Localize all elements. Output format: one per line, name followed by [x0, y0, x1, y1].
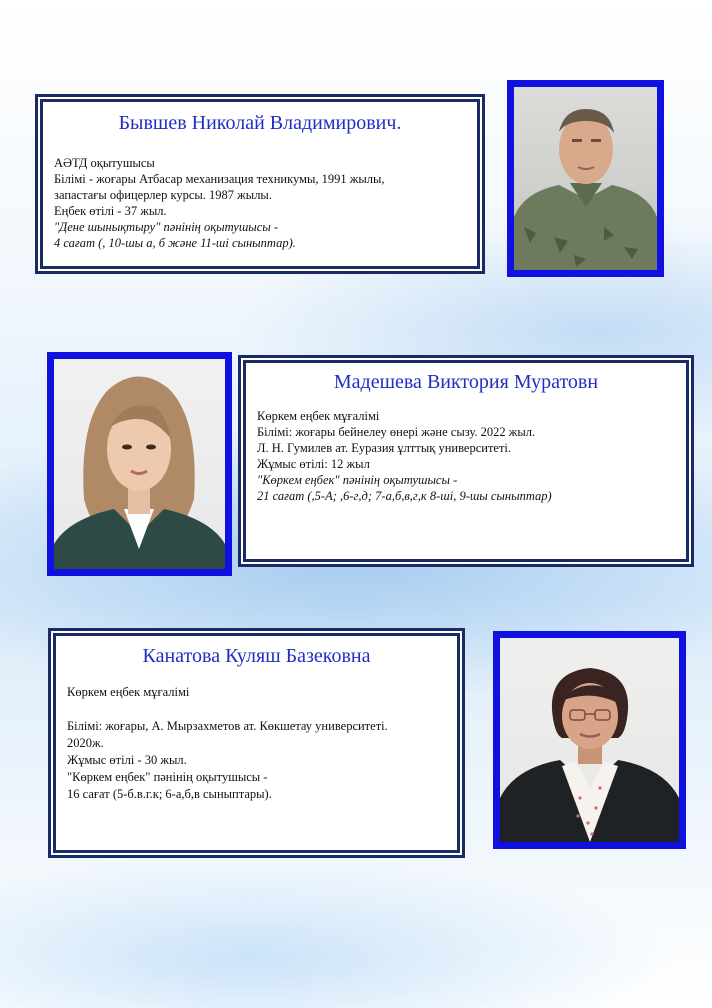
- teacher-card-1: [40, 99, 480, 269]
- info-line: [67, 701, 457, 718]
- teacher-photo-3: [493, 631, 686, 849]
- info-line: Л. Н. Гумилев ат. Еуразия ұлттық университеті.: [257, 441, 512, 455]
- info-line-italic: "Көркем еңбек" пәнінің оқытушысы -: [257, 473, 458, 487]
- teacher-name: Канатова Куляш Базековна: [142, 645, 371, 667]
- info-line: "Көркем еңбек" пәнінің оқытушысы -: [67, 770, 268, 784]
- woman-portrait-icon: [500, 638, 679, 842]
- info-line-italic: 21 сағат (,5-А; ,6-г,д; 7-а,б,в,г,к 8-ші, 9-шы сыныптар): [257, 489, 552, 503]
- teacher-card-2: [243, 360, 689, 562]
- teacher-photo-1: [507, 80, 664, 277]
- teacher-photo-2: [47, 352, 232, 576]
- info-line: Көркем еңбек мұғалімі: [67, 685, 190, 699]
- info-line: Білімі: жоғары бейнелеу өнері және сызу. 2022 жыл.: [257, 425, 536, 439]
- info-line: 2020ж.: [67, 736, 104, 750]
- info-line: Білімі: жоғары, А. Мырзахметов ат. Көкшетау университеті.: [67, 719, 388, 733]
- info-line: Жұмыс өтілі: 12 жыл: [257, 457, 370, 471]
- man-portrait-icon: [514, 87, 657, 270]
- info-line: АӘТД оқытушысы: [54, 156, 155, 170]
- info-line-italic: "Дене шынықтыру" пәнінің оқытушысы -: [54, 220, 279, 234]
- teacher-card-3: [53, 633, 460, 853]
- teacher-info: [257, 408, 686, 504]
- info-line: Еңбек өтілі - 37 жыл.: [54, 204, 167, 218]
- teacher-name: Бывшев Николай Владимирович.: [118, 112, 402, 134]
- teacher-info: [67, 684, 457, 803]
- teacher-name: Мадешева Виктория Муратовн: [333, 371, 599, 393]
- info-line: Көркем еңбек мұғалімі: [257, 409, 380, 423]
- teacher-info: [54, 155, 477, 251]
- info-line: запастағы офицерлер курсы. 1987 жылы.: [54, 188, 272, 202]
- info-line: 16 сағат (5-б.в.г.к; 6-а,б,в сыныптары).: [67, 787, 272, 801]
- info-line-italic: 4 сағат (, 10-шы а, б және 11-ші сыныптар).: [54, 236, 296, 250]
- woman-portrait-icon: [54, 359, 225, 569]
- info-line: Білімі - жоғары Атбасар механизация техникумы, 1991 жылы,: [54, 172, 385, 186]
- info-line: Жұмыс өтілі - 30 жыл.: [67, 753, 187, 767]
